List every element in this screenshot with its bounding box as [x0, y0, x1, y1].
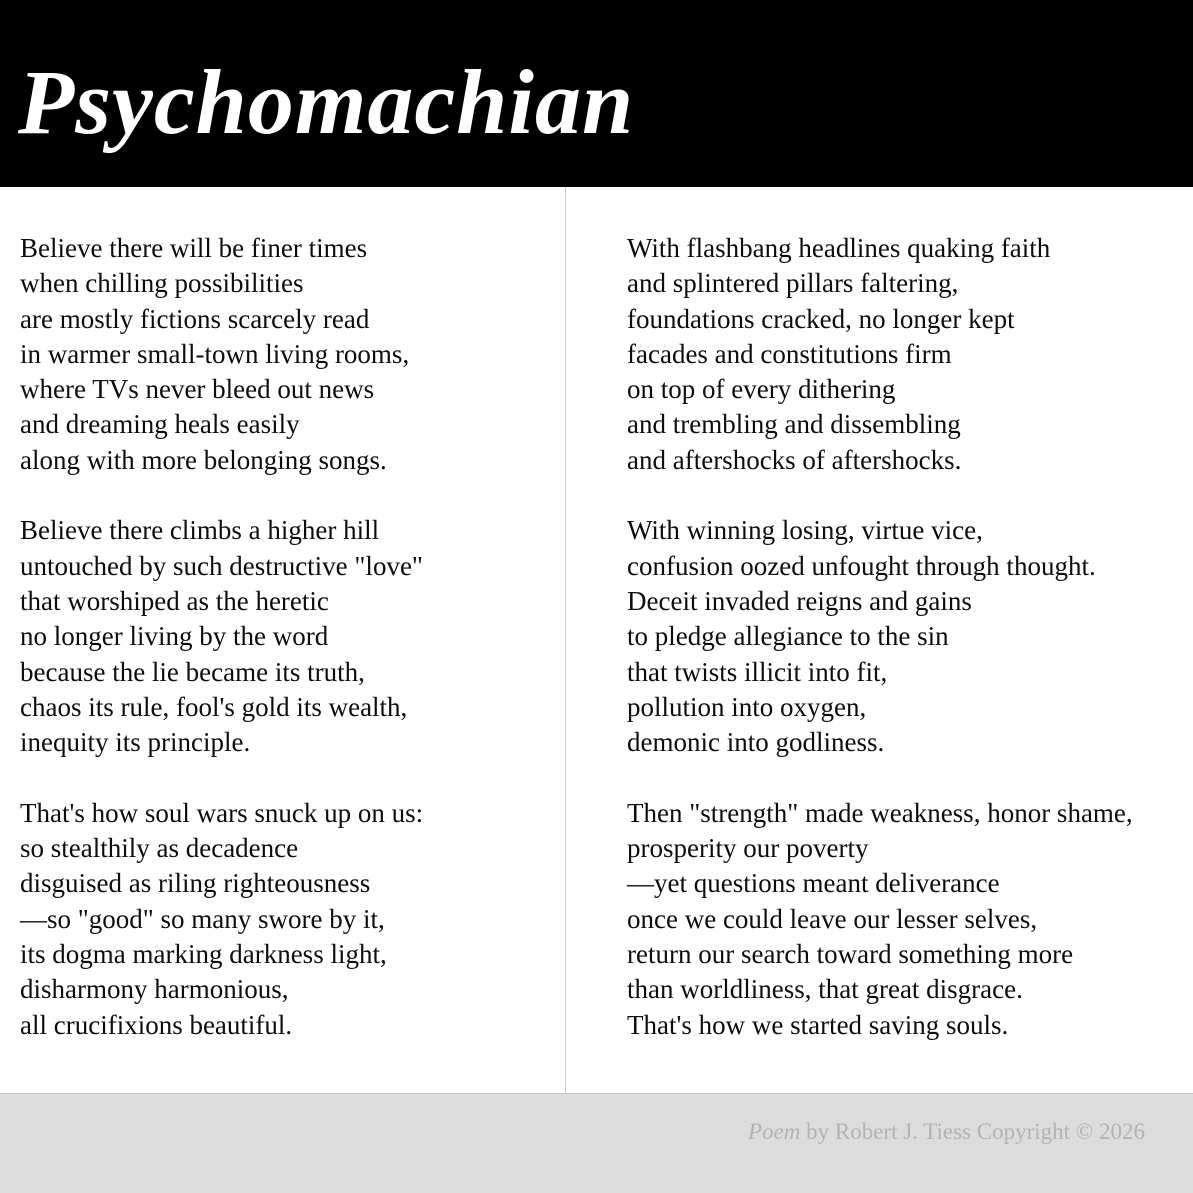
poem-line: no longer living by the word	[20, 621, 329, 652]
poem-line: that twists illicit into fit,	[627, 656, 888, 687]
poem-line: untouched by such destructive "love"	[20, 550, 423, 581]
poem-line: when chilling possibilities	[20, 268, 304, 299]
poem-line: Then "strength" made weakness, honor shame,	[627, 797, 1133, 828]
poem-stanza	[627, 796, 1193, 1043]
poem-line: prosperity our poverty	[627, 833, 869, 864]
poem-line: where TVs never bleed out news	[20, 374, 375, 405]
poem-column-right	[566, 187, 1193, 1093]
poem-line: —so "good" so many swore by it,	[20, 903, 385, 934]
poem-line: disguised as riling righteousness	[20, 868, 371, 899]
poem-line: chaos its rule, fool's gold its wealth,	[20, 691, 408, 722]
poem-line: foundations cracked, no longer kept	[627, 303, 1015, 334]
poem-line: are mostly fictions scarcely read	[20, 303, 370, 334]
poem-line: and trembling and dissembling	[627, 409, 961, 440]
poem-line: and splintered pillars faltering,	[627, 268, 959, 299]
poem-line: along with more belonging songs.	[20, 444, 387, 475]
poem-line: —yet questions meant deliverance	[627, 868, 1000, 899]
poem-line: and aftershocks of aftershocks.	[627, 444, 962, 475]
poem-line: that worshiped as the heretic	[20, 585, 329, 616]
poem-line: its dogma marking darkness light,	[20, 938, 387, 969]
poem-line: inequity its principle.	[20, 727, 251, 758]
poem-column-left	[0, 187, 565, 1093]
poem-line: With flashbang headlines quaking faith	[627, 233, 1051, 263]
poem-line: because the lie became its truth,	[20, 656, 365, 687]
poem-line: once we could leave our lesser selves,	[627, 903, 1038, 934]
poem-line: and dreaming heals easily	[20, 409, 300, 440]
poem-stanza	[20, 513, 565, 760]
poem-line: all crucifixions beautiful.	[20, 1009, 293, 1040]
poem-line: disharmony harmonious,	[20, 974, 289, 1005]
poem-line: pollution into oxygen,	[627, 691, 867, 722]
poem-line: confusion oozed unfought through thought.	[627, 550, 1096, 581]
footer-credit: by Robert J. Tiess Copyright © 2026	[800, 1119, 1145, 1144]
poem-line: return our search toward something more	[627, 938, 1074, 969]
poem-line: than worldliness, that great disgrace.	[627, 974, 1023, 1005]
footer-poem-word: Poem	[747, 1119, 801, 1144]
poem-stanza	[627, 231, 1193, 478]
poem-line: Believe there will be finer times	[20, 233, 368, 263]
poem-stanza	[20, 231, 565, 478]
poem-line: on top of every dithering	[627, 374, 896, 405]
poem-stanza	[627, 513, 1193, 760]
page-title: Psychomachian	[18, 50, 635, 153]
poem-line: so stealthily as decadence	[20, 833, 299, 864]
header-bar	[0, 0, 1193, 187]
poem-line: Deceit invaded reigns and gains	[627, 585, 972, 616]
footer	[0, 1093, 1193, 1193]
poem-line: That's how we started saving souls.	[627, 1009, 1009, 1040]
poem-stanza	[20, 796, 565, 1043]
poem-line: With winning losing, virtue vice,	[627, 515, 983, 546]
poem-line: to pledge allegiance to the sin	[627, 621, 949, 652]
poem-line: Believe there climbs a higher hill	[20, 515, 380, 546]
poem-line: facades and constitutions firm	[627, 338, 952, 369]
poem-line: demonic into godliness.	[627, 727, 885, 758]
poem-line: That's how soul wars snuck up on us:	[20, 797, 424, 828]
poem-body	[0, 187, 1193, 1093]
poem-line: in warmer small-town living rooms,	[20, 338, 410, 369]
